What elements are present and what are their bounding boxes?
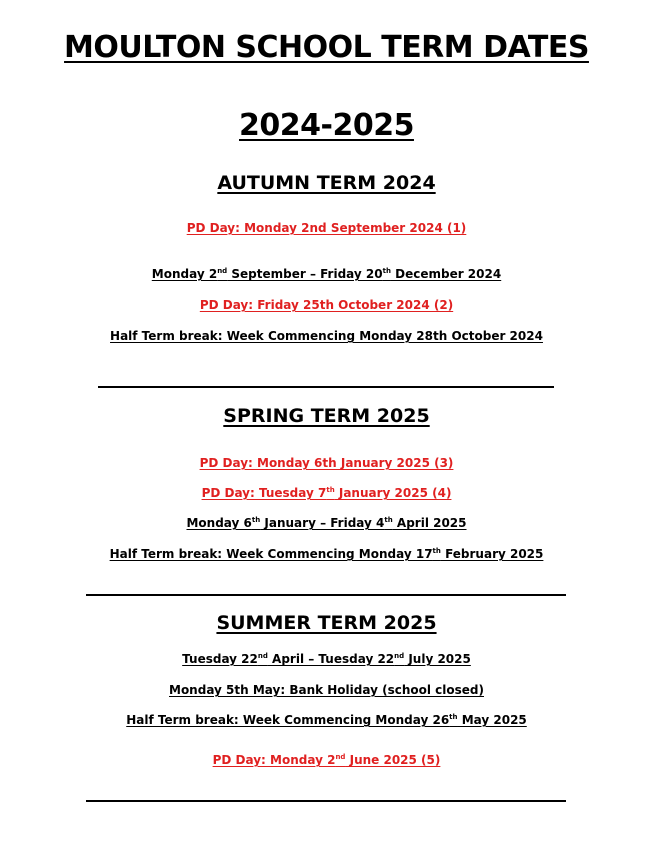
spring-half-term: Half Term break: Week Commencing Monday 17th February 2025 [109, 547, 544, 561]
section-divider [86, 594, 566, 596]
autumn-term-dates: Monday 2nd September – Friday 20th December 2024 [151, 267, 502, 281]
autumn-term-heading: AUTUMN TERM 2024 [217, 172, 436, 194]
spring-term-dates: Monday 6th January – Friday 4th April 2025 [186, 516, 467, 530]
autumn-pd-day-1: PD Day: Monday 2nd September 2024 (1) [186, 221, 467, 235]
summer-term-dates: Tuesday 22nd April – Tuesday 22nd July 2025 [182, 652, 471, 666]
summer-bank-holiday: Monday 5th May: Bank Holiday (school closed) [169, 683, 484, 697]
autumn-pd-day-2: PD Day: Friday 25th October 2024 (2) [199, 298, 454, 312]
page-title: MOULTON SCHOOL TERM DATES [64, 30, 589, 65]
spring-pd-day-3: PD Day: Monday 6th January 2025 (3) [199, 456, 454, 470]
academic-year: 2024-2025 [239, 108, 414, 143]
summer-term-heading: SUMMER TERM 2025 [216, 612, 437, 634]
spring-pd-day-4: PD Day: Tuesday 7th January 2025 (4) [201, 486, 452, 500]
section-divider [86, 800, 566, 802]
section-divider [98, 386, 554, 388]
spring-term-heading: SPRING TERM 2025 [223, 405, 430, 427]
autumn-half-term: Half Term break: Week Commencing Monday 28th October 2024 [110, 329, 543, 343]
summer-half-term: Half Term break: Week Commencing Monday 26th May 2025 [126, 713, 527, 727]
summer-pd-day-5: PD Day: Monday 2nd June 2025 (5) [212, 753, 441, 767]
